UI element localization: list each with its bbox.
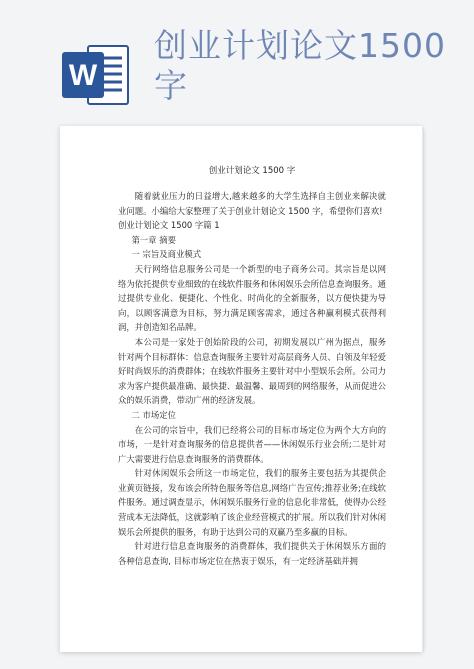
document-page [60,126,422,652]
word-document-icon [62,42,132,108]
document-title: 创业计划论文 1500 字 [208,166,296,176]
subsection-heading: 一 宗旨及商业模式 [131,249,202,260]
subsection-heading: 二 市场定位 [131,409,176,420]
paragraph: 针对休闲娱乐会所这一市场定位，我们的服务主要包括为其提供企业黄页链接，发布该会所特色服务等信息,网络广告宣传;推荐业务;在线软件服务。通过调查显示，休闲娱乐服务行业的信息化非常低，使得办公经营成本无法降低，这就影响了该企业经营模式的扩展。所以我们针对休闲娱乐会所提供的服务，有助于达到公司的双赢乃至多赢的目标。 [118,468,386,537]
word-icon-letter: W [68,59,98,92]
paragraph: 针对进行信息查询服务的消费群体，我们提供关于休闲娱乐方面的各种信息查询, 目标市场定位在热衷于娱乐，有一定经济基础并拥 [118,541,386,566]
paragraph: 本公司是一家处于创始阶段的公司，初期发展以广州为据点，服务针对两个目标群体：信息查询服务主要针对高层商务人员、白领及年轻爱好时尚娱乐的消费群体；在线软件服务主要针对中小型娱乐会所。公司力求为客户提供最准确、最快捷、最温馨、最周到的网络服务，从而促进公众的娱乐消费，带动广州的经济发展。 [118,336,386,406]
header-banner [0,0,474,128]
paragraph: 在公司的宗旨中，我们已经将公司的目标市场定位为两个大方向的市场，一是针对查询服务的信息提供者——休闲娱乐行业会所;二是针对广大需要进行信息查询服务的消费群体。 [118,424,386,464]
chapter-heading: 第一章 摘要 [131,234,176,245]
paragraph-intro: 随着就业压力的日益增大,越来越多的大学生选择自主创业来解决就业问题。小编给大家整理了关于创业计划论文 1500 字，希望你们喜欢! [118,191,386,216]
section-heading: 创业计划论文 1500 字篇 1 [118,220,220,231]
page-title: 创业计划论文1500字 [154,26,446,105]
paragraph: 天行网络信息服务公司是一个新型的电子商务公司。其宗旨是以网络为依托提供专业细致的在线软件服务和休闲娱乐会所信息查询服务。通过提供专业化、便捷化、个性化、时尚化的全新服务，以方便快捷为导向，以顾客满意为目标，努力满足顾客需求，通过各种赢利模式获得利润，并创造知名品牌。 [118,263,386,333]
document-body [118,164,386,568]
